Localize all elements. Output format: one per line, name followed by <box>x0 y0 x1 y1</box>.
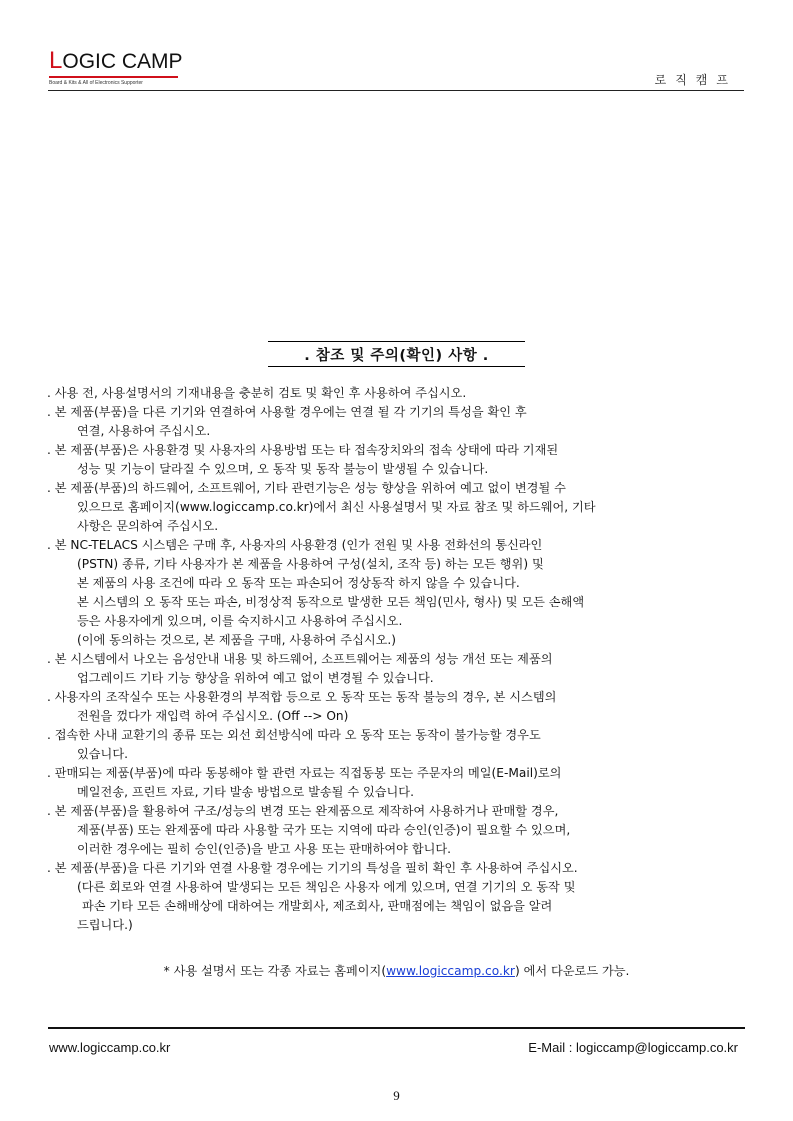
note-line: (PSTN) 종류, 기타 사용자가 본 제품을 사용하여 구성(설치, 조작 등) 하는 모든 행위) 및 <box>77 557 544 571</box>
note-item <box>47 650 753 688</box>
note-line: . 본 제품(부품)은 사용환경 및 사용자의 사용방법 또는 타 접속장치와의 접속 상태에 따라 기재된 <box>47 443 559 457</box>
note-line: . 사용 전, 사용설명서의 기재내용을 충분히 검토 및 확인 후 사용하여 주십시오. <box>47 386 467 400</box>
note-item <box>47 384 753 403</box>
note-item <box>47 802 753 859</box>
company-name-korean: 로직캠프 <box>654 73 737 87</box>
section-title: . 참조 및 주의(확인) 사항 . <box>268 341 525 367</box>
download-note-suffix: ) 에서 다운로드 가능. <box>514 964 630 978</box>
footer-divider <box>48 1027 745 1029</box>
note-line: (다른 회로와 연결 사용하여 발생되는 모든 책임은 사용자 에게 있으며, 연결 기기의 오 동작 및 <box>77 880 576 894</box>
note-line: 메일전송, 프린트 자료, 기타 발송 방법으로 발송될 수 있습니다. <box>77 785 414 799</box>
note-line: 있으므로 홈페이지(www.logiccamp.co.kr)에서 최신 사용설명서 및 자료 참조 및 하드웨어, 기타 <box>77 500 596 514</box>
footer-email: E-Mail : logiccamp@logiccamp.co.kr <box>528 1040 738 1055</box>
note-line: 연결, 사용하여 주십시오. <box>77 424 211 438</box>
header-divider <box>48 90 744 91</box>
note-line: 파손 기타 모든 손해배상에 대하여는 개발회사, 제조회사, 판매점에는 책임이 없음을 알려 <box>82 899 553 913</box>
note-item <box>47 859 753 935</box>
logo-initial: L <box>49 47 63 74</box>
note-line: 드립니다.) <box>77 918 133 932</box>
note-item <box>47 536 753 650</box>
note-line: 등은 사용자에게 있으며, 이를 숙지하시고 사용하여 주십시오. <box>77 614 403 628</box>
note-line: . 판매되는 제품(부품)에 따라 동봉해야 할 관련 자료는 직접동봉 또는 주문자의 메일(E-Mail)로의 <box>47 766 562 780</box>
note-line: 사항은 문의하여 주십시오. <box>77 519 219 533</box>
note-item <box>47 726 753 764</box>
note-line: 전원을 껐다가 재입력 하여 주십시오. (Off --> On) <box>77 709 349 723</box>
logo-wordmark <box>49 47 184 74</box>
note-line: 본 시스템의 오 동작 또는 파손, 비정상적 동작으로 발생한 모든 책임(민사, 형사) 및 모든 손해액 <box>77 595 585 609</box>
download-note <box>0 962 793 979</box>
note-line: . 본 제품(부품)을 다른 기기와 연결 사용할 경우에는 기기의 특성을 필히 확인 후 사용하여 주십시오. <box>47 861 578 875</box>
note-item <box>47 764 753 802</box>
logo-text: OGIC CAMP <box>62 50 183 73</box>
note-line: (이에 동의하는 것으로, 본 제품을 구매, 사용하여 주십시오.) <box>77 633 397 647</box>
note-line: . 본 제품(부품)을 활용하여 구조/성능의 변경 또는 완제품으로 제작하여 사용하거나 판매할 경우, <box>47 804 559 818</box>
logo-tagline: Board & Kits & All of Electronics Supporter <box>49 80 143 86</box>
note-line: . 본 NC-TELACS 시스템은 구매 후, 사용자의 사용환경 (인가 전원 및 사용 전화선의 통신라인 <box>47 538 543 552</box>
note-line: 이러한 경우에는 필히 승인(인증)을 받고 사용 또는 판매하여야 합니다. <box>77 842 452 856</box>
note-line: 업그레이드 기타 기능 향상을 위하여 예고 없이 변경될 수 있습니다. <box>77 671 434 685</box>
note-line: . 본 제품(부품)의 하드웨어, 소프트웨어, 기타 관련기능은 성능 향상을 위하여 예고 없이 변경될 수 <box>47 481 566 495</box>
note-line: 성능 및 기능이 달라질 수 있으며, 오 동작 및 동작 불능이 발생될 수 있습니다. <box>77 462 489 476</box>
notes-list <box>47 384 753 935</box>
note-line: 제품(부품) 또는 완제품에 따라 사용할 국가 또는 지역에 따라 승인(인증)이 필요할 수 있으며, <box>77 823 571 837</box>
download-note-prefix: * 사용 설명서 또는 각종 자료는 홈페이지( <box>163 964 387 978</box>
note-item <box>47 403 753 441</box>
company-logo <box>49 47 184 86</box>
homepage-link[interactable]: www.logiccamp.co.kr <box>386 964 515 978</box>
note-item <box>47 688 753 726</box>
note-line: . 사용자의 조작실수 또는 사용환경의 부적합 등으로 오 동작 또는 동작 불능의 경우, 본 시스템의 <box>47 690 557 704</box>
note-item <box>47 441 753 479</box>
footer-website: www.logiccamp.co.kr <box>49 1040 171 1055</box>
note-item <box>47 479 753 536</box>
note-line: . 본 제품(부품)을 다른 기기와 연결하여 사용할 경우에는 연결 될 각 기기의 특성을 확인 후 <box>47 405 527 419</box>
page-number: 9 <box>393 1088 400 1103</box>
note-line: 있습니다. <box>77 747 128 761</box>
logo-underline <box>49 76 178 78</box>
note-line: . 접속한 사내 교환기의 종류 또는 외선 회선방식에 따라 오 동작 또는 동작이 불가능할 경우도 <box>47 728 541 742</box>
note-line: . 본 시스템에서 나오는 음성안내 내용 및 하드웨어, 소프트웨어는 제품의 성능 개선 또는 제품의 <box>47 652 553 666</box>
note-line: 본 제품의 사용 조건에 따라 오 동작 또는 파손되어 정상동작 하지 않을 수 있습니다. <box>77 576 520 590</box>
